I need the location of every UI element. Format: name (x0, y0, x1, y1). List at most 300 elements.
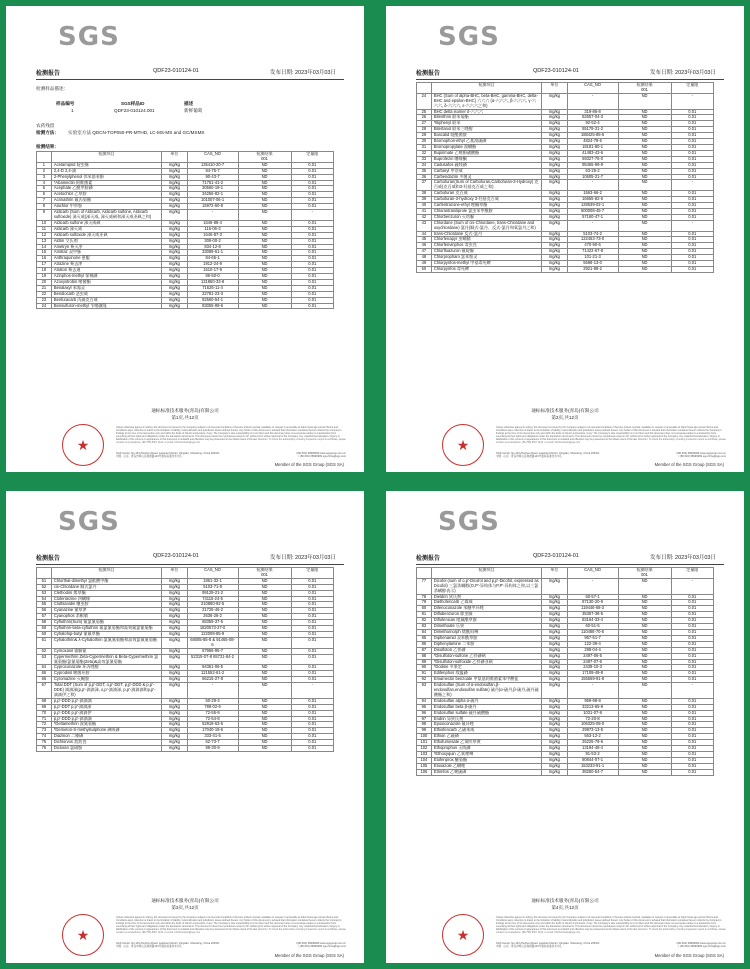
test-item: Cyanophos 杀螟腈 (51, 614, 161, 620)
unit: mg/kg (162, 637, 187, 648)
quantification-limit: 0.01 (291, 168, 333, 174)
result-value: ND (618, 121, 671, 127)
unit: mg/kg (542, 722, 567, 728)
test-item: Anthraquinone 蒽醌 (51, 256, 161, 262)
unit: mg/kg (542, 214, 567, 220)
report-header (36, 553, 350, 563)
test-item: Carbofuran-3-hydroxy 3-羟基克百威 (431, 197, 541, 203)
cas-number: 2439-10-3 (567, 665, 618, 671)
result-value: ND (618, 115, 671, 121)
quantification-limit: - (291, 210, 333, 221)
test-item: Atrazine 莠去津 (51, 262, 161, 268)
result-value: ND (238, 238, 291, 244)
row-number: 18 (37, 268, 52, 274)
cas-number: 106325-08-0 (567, 722, 618, 728)
column-header-limit: 定量限 (291, 568, 333, 579)
quantification-limit: 0.01 (671, 612, 713, 618)
test-item: p,p'-DDT p,p'-滴滴涕 (51, 704, 161, 710)
table-row (417, 93, 714, 109)
row-number: 93 (417, 683, 432, 699)
result-value: ND (618, 150, 671, 156)
report-page-2 (386, 6, 744, 472)
result-value: ND (238, 677, 291, 683)
cas-number: 57966-95-7 (187, 648, 238, 654)
cas-number: 298-04-4 (567, 647, 618, 653)
unit: mg/kg (162, 274, 187, 280)
cas-number: 60-51-5 (567, 624, 618, 630)
result-value: ND (238, 162, 291, 168)
result-value: ND (238, 192, 291, 198)
result-value: ND (618, 763, 671, 769)
test-item: Ethofumesate 乙氧呋草黄 (431, 740, 541, 746)
row-number: 57 (37, 614, 52, 620)
row-number: 43 (417, 220, 432, 231)
quantification-limit: 0.01 (671, 746, 713, 752)
result-value: ND (238, 631, 291, 637)
result-value: ND (618, 752, 671, 758)
unit: mg/kg (542, 139, 567, 145)
unit: mg/kg (162, 232, 187, 238)
quantification-limit: 0.01 (671, 624, 713, 630)
quantification-limit: 0.01 (291, 303, 333, 309)
company-seal (62, 914, 104, 956)
test-item: Acephate 乙酰甲胺磷 (51, 186, 161, 192)
test-item: cis-Chlordane 顺式氯丹 (51, 584, 161, 590)
row-number: 69 (37, 704, 52, 710)
result-value: ND (618, 594, 671, 600)
cas-number: 122008-85-9 (187, 631, 238, 637)
result-value: ND (618, 191, 671, 197)
quantification-limit: - (671, 578, 713, 594)
unit: mg/kg (162, 244, 187, 250)
result-value: ND (618, 704, 671, 710)
row-number: 83 (417, 624, 432, 630)
result-value: ND (618, 214, 671, 220)
table-row (417, 220, 714, 231)
quantification-limit: 0.01 (291, 728, 333, 734)
column-header-item: 检测项目 (431, 83, 541, 94)
row-number: 40 (417, 203, 432, 209)
test-item: 2-Phenylphenol 邻苯基苯酚 (51, 174, 161, 180)
unit: mg/kg (542, 144, 567, 150)
row-number: 51 (37, 578, 52, 584)
unit: mg/kg (542, 231, 567, 237)
test-item: Boscalid 啶酰菌胺 (431, 133, 541, 139)
table-row (37, 637, 334, 648)
row-number: 99 (417, 728, 432, 734)
table-header-row (37, 568, 334, 579)
cas-number: 563-12-2 (567, 734, 618, 740)
row-number: 101 (417, 740, 432, 746)
test-item: Diethofencarb 乙霉威 (431, 600, 541, 606)
company-name: 通标标准技术服务(青岛)有限公司 (531, 408, 599, 413)
unit: mg/kg (542, 606, 567, 612)
cas-number: 1861-32-1 (187, 578, 238, 584)
member-text: Member of the SGS Group (SGS SA) (654, 953, 724, 958)
test-item: Dichlorvos 敌敌畏 (51, 740, 161, 746)
result-value: ND (618, 740, 671, 746)
cas-number: 90-43-7 (187, 174, 238, 180)
test-item: Etofenprox 醚菊酯 (431, 757, 541, 763)
contact-1: t (86-532) 68999999 www.sgsgroup.com.cn (295, 452, 346, 455)
row-number: 4 (37, 180, 52, 186)
quantification-limit: 0.01 (291, 704, 333, 710)
result-value: ND (618, 647, 671, 653)
test-item: Etrimfos 乙嘧硫磷 (431, 769, 541, 775)
result-value: ND (238, 671, 291, 677)
result-value: ND (618, 665, 671, 671)
test-item: Carbendazim 多菌灵 (431, 174, 541, 180)
result-value: ND (238, 279, 291, 285)
company-seal (62, 424, 104, 466)
test-item: Cymoxanil 霜脲氰 (51, 648, 161, 654)
page-number: 第3页,共12页 (171, 905, 199, 910)
report-title: 检测报告 (36, 556, 61, 562)
unit: mg/kg (162, 220, 187, 226)
test-item: *Abamectin 阿维菌素 (51, 180, 161, 186)
test-item: Bifenthrin 联苯菊酯 (431, 115, 541, 121)
unit: mg/kg (542, 704, 567, 710)
row-number: 82 (417, 618, 432, 624)
unit: mg/kg (542, 710, 567, 716)
result-sample-no: 001 (261, 571, 268, 577)
unit: mg/kg (542, 197, 567, 203)
row-number: 16 (37, 256, 52, 262)
row-number: 38 (417, 191, 432, 197)
page-number: 第4页,共12页 (551, 905, 579, 910)
unit: mg/kg (542, 757, 567, 763)
unit: mg/kg (542, 629, 567, 635)
test-item: Carbofuran 克百威 (431, 191, 541, 197)
test-item: Chlorfenapyr 虫螨腈 (431, 237, 541, 243)
unit: mg/kg (162, 262, 187, 268)
result-value: ND (238, 297, 291, 303)
quantification-limit: 0.01 (671, 249, 713, 255)
row-number: 96 (417, 710, 432, 716)
quantification-limit: 0.01 (291, 614, 333, 620)
row-number: 97 (417, 716, 432, 722)
report-title: 检测报告 (416, 71, 441, 77)
cas-number: 34256-82-1 (187, 192, 238, 198)
cas-number: 95465-99-9 (567, 162, 618, 168)
cas-number: 17109-49-8 (567, 671, 618, 677)
result-value: ND (238, 698, 291, 704)
quantification-limit: 0.01 (291, 665, 333, 671)
row-number: 106 (417, 769, 432, 775)
method-section: 农药残留 (36, 123, 55, 128)
result-col-label: 检测结果 (256, 151, 273, 156)
row-number: 102 (417, 746, 432, 752)
quantification-limit: 0.01 (671, 208, 713, 214)
cas-number: 71422-67-8 (567, 249, 618, 255)
divider (36, 564, 344, 565)
result-value: ND (238, 734, 291, 740)
quantification-limit: 0.01 (671, 710, 713, 716)
test-item: Chlorantraniliprole 氯虫苯甲酰胺 (431, 208, 541, 214)
quantification-limit: 0.01 (291, 180, 333, 186)
quantification-limit: - (671, 180, 713, 191)
row-number: 24 (417, 93, 432, 109)
test-item: Cadusafos 硫线磷 (431, 162, 541, 168)
quantification-limit: 0.01 (291, 262, 333, 268)
test-item: Endosulfan alpha α-硫丹 (431, 698, 541, 704)
test-item: Dimethoate 乐果 (431, 624, 541, 630)
quantification-limit: 0.01 (291, 226, 333, 232)
test-item: Endosulfan (Sum of α-endosulfan,β-endosulfan,endosulfan sulfate) 硫丹(α-硫丹,β-硫丹,硫丹硫酸酯之和) (431, 683, 541, 699)
result-value: ND (238, 268, 291, 274)
quantification-limit: 0.01 (671, 231, 713, 237)
cas-number: 16655-82-6 (567, 197, 618, 203)
row-number: 11 (37, 226, 52, 232)
cas-number: 80844-07-1 (567, 757, 618, 763)
quantification-limit: 0.01 (291, 285, 333, 291)
table-row (417, 267, 714, 273)
unit: mg/kg (162, 285, 187, 291)
unit: mg/kg (542, 677, 567, 683)
cas-number: 1646-87-3 (187, 232, 238, 238)
report-page-3 (6, 491, 364, 963)
test-item: Bupirimate 乙嘧酚磺酸酯 (431, 150, 541, 156)
test-item: *Deltamethrin 溴氰菊酯 (51, 722, 161, 728)
result-value: ND (618, 203, 671, 209)
test-item: *Dodine 多果定 (431, 665, 541, 671)
cas-number: 38260-54-7 (567, 769, 618, 775)
row-number: 44 (417, 231, 432, 237)
cas-number: 69327-76-0 (567, 156, 618, 162)
report-date: 发布日期: 2023年03月03日 (649, 70, 716, 76)
result-value: ND (238, 220, 291, 226)
quantification-limit: 0.01 (671, 677, 713, 683)
cas-number: 35367-38-5 (567, 612, 618, 618)
unit: mg/kg (162, 648, 187, 654)
address-block (496, 452, 726, 462)
address-en: SGS Center, No.143 Zhuzhou Road, Laoshan District, Qingdao, Shandong, China 266101 (116, 942, 220, 945)
table-row (37, 746, 334, 752)
result-value: ND (618, 197, 671, 203)
seal-star-icon: ★ (456, 436, 470, 453)
sample-no: 1 (71, 108, 74, 113)
quantification-limit: - (671, 683, 713, 699)
result-value: ND (238, 285, 291, 291)
quantification-limit: 0.01 (671, 115, 713, 121)
quantification-limit: 0.01 (291, 620, 333, 626)
test-item: *Demeton-S-methylsulphone 砜吸磷 (51, 728, 161, 734)
contact-2: t (86-532) 68999999 sgs.china@sgs.com (298, 945, 346, 949)
unit: mg/kg (542, 665, 567, 671)
test-item: 2,4-D 2,4-滴 (51, 168, 161, 174)
contact-1: t (86-532) 68999999 www.sgsgroup.com.cn (295, 942, 346, 945)
result-value: ND (618, 139, 671, 145)
method-label: 检测方法： (36, 130, 59, 135)
quantification-limit: 0.01 (671, 255, 713, 261)
result-value: ND (238, 198, 291, 204)
terms-text: Unless otherwise agreed in writing, this document is issued by the Company subject to its General Conditions of Service printed overleaf, available on request or accessible at https://www.sgs.com/en/Terms-and-Conditions.aspx. Attention is drawn to the limitation of liability, indemnification and jurisdiction issues defined therein. Any holder of this document is advised that information contained hereon reflects the Company's findings at the time of its intervention only and within the limits of Client's instructions, if any. The Company's sole responsibility is to its Client and this document does not exonerate parties to a transaction from exercising all their rights and obligations under the transaction documents. This document cannot be reproduced except in full, without prior written approval of the Company. Any unauthorized alteration, forgery or falsification of the content or appearance of this document is unlawful and offenders may be prosecuted to the fullest extent of the law. (496, 426, 722, 441)
report-number: QDF23-010124-01 (533, 553, 579, 559)
table-row (417, 683, 714, 699)
quantification-limit: 0.01 (671, 197, 713, 203)
quantification-limit: 0.01 (291, 198, 333, 204)
result-value: ND (238, 626, 291, 632)
result-value: ND (618, 710, 671, 716)
row-number: 42 (417, 214, 432, 220)
method-text: 实验室方法 QDCN-TOP050-PR-MTHD, LC-MS-MS and GC/MSMS (68, 130, 205, 135)
quantification-limit: 0.01 (671, 150, 713, 156)
cas-number: 500008-45-7 (567, 208, 618, 214)
unit: mg/kg (162, 722, 187, 728)
fine-print (116, 426, 346, 450)
row-number: 56 (37, 608, 52, 614)
unit: mg/kg (542, 635, 567, 641)
column-header-no (417, 83, 432, 94)
result-value: ND (618, 220, 671, 231)
cas-number: 188425-85-6 (567, 133, 618, 139)
sample-id: QDF23-010124.001 (114, 108, 155, 113)
test-item: Bitertanol 联苯三唑醇 (431, 127, 541, 133)
quantification-limit: 0.01 (291, 279, 333, 285)
quantification-limit: 0.01 (671, 203, 713, 209)
test-item: Cyhalothrin& λ-Cyhalothrin 氯氟氰菊酯和高效氯氟氰菊酯 (51, 637, 161, 648)
row-number: 41 (417, 208, 432, 214)
column-header-cas: CAS_NO (567, 568, 618, 579)
table-row (37, 303, 334, 309)
quantification-limit: 0.01 (671, 139, 713, 145)
column-header-item: 检测项目 (51, 568, 161, 579)
unit: mg/kg (542, 121, 567, 127)
cas-number: 92-52-4 (567, 121, 618, 127)
sample-header-desc: 描述 (184, 101, 194, 106)
result-value: ND (238, 602, 291, 608)
quantification-limit: 0.01 (291, 671, 333, 677)
unit: mg/kg (542, 728, 567, 734)
test-item: Chlorpropham 氯苯胺灵 (431, 255, 541, 261)
row-number: 15 (37, 250, 52, 256)
fine-print (496, 916, 726, 940)
test-item: *Disulfoton-sulfone 乙拌磷砜 (431, 653, 541, 659)
report-page-4 (386, 491, 744, 963)
result-value: ND (618, 578, 671, 594)
quantification-limit: - (671, 220, 713, 231)
row-number: 3 (37, 174, 52, 180)
column-header-result (238, 568, 291, 579)
quantification-limit: 0.01 (671, 237, 713, 243)
quantification-limit: 0.01 (671, 144, 713, 150)
quantification-limit: 0.01 (291, 710, 333, 716)
test-item: Cypermethrin Zeta-Cypermethrin & Beta-Cypermethrin 氯氰菊酯/氯氰菊酯(Zeta)&高效氯氰菊酯 (51, 654, 161, 665)
quantification-limit: 0.01 (671, 734, 713, 740)
terms-text: Unless otherwise agreed in writing, this document is issued by the Company subject to its General Conditions of Service printed overleaf, available on request or accessible at https://www.sgs.com/en/Terms-and-Conditions.aspx. Attention is drawn to the limitation of liability, indemnification and jurisdiction issues defined therein. Any holder of this document is advised that information contained hereon reflects the Company's findings at the time of its intervention only and within the limits of Client's instructions, if any. The Company's sole responsibility is to its Client and this document does not exonerate parties to a transaction from exercising all their rights and obligations under the transaction documents. This document cannot be reproduced except in full, without prior written approval of the Company. Any unauthorized alteration, forgery or falsification of the content or appearance of this document is unlawful and offenders may be prosecuted to the fullest extent of the law. (116, 916, 342, 931)
unit: mg/kg (162, 614, 187, 620)
cas-number: 121552-61-2 (187, 671, 238, 677)
test-item: Cyfluthrin(Sum) 氟氯氰菊酯 (51, 620, 161, 626)
quantification-limit: 0.01 (671, 594, 713, 600)
quantification-limit: 0.01 (291, 162, 333, 168)
result-value: ND (238, 180, 291, 186)
unit: mg/kg (162, 250, 187, 256)
company-name: 通标标准技术服务(青岛)有限公司 (531, 898, 599, 903)
result-table (416, 82, 714, 273)
quantification-limit: 0.01 (671, 653, 713, 659)
test-item: Acetochlor 乙草胺 (51, 192, 161, 198)
result-value: ND (618, 677, 671, 683)
test-item: Chlorthal-dimethyl 氯酞酸甲酯 (51, 578, 161, 584)
result-value: ND (238, 262, 291, 268)
unit: mg/kg (542, 180, 567, 191)
unit: mg/kg (542, 763, 567, 769)
unit: mg/kg (162, 596, 187, 602)
cas-number: 309-00-2 (187, 238, 238, 244)
cas-number: 83055-99-6 (187, 303, 238, 309)
quantification-limit: 0.01 (291, 637, 333, 648)
test-item: p,p'-DDE p,p'-滴滴伊 (51, 710, 161, 716)
address-en: SGS Center, No.143 Zhuzhou Road, Laoshan District, Qingdao, Shandong, China 266101 (116, 452, 220, 455)
unit: mg/kg (162, 620, 187, 626)
quantification-limit: 0.01 (291, 238, 333, 244)
result-value: ND (618, 243, 671, 249)
result-value: ND (238, 232, 291, 238)
cas-number: 834-12-8 (187, 244, 238, 250)
result-value: ND (618, 168, 671, 174)
quantification-limit: 0.01 (291, 740, 333, 746)
quantification-limit: 0.01 (671, 174, 713, 180)
quantification-limit: 0.01 (291, 291, 333, 297)
sample-section-label: 检测样品描述： (36, 86, 69, 91)
unit: mg/kg (162, 671, 187, 677)
company-seal (442, 914, 484, 956)
unit: mg/kg (542, 716, 567, 722)
cas-number: - (567, 683, 618, 699)
cas-number: 41483-43-6 (567, 150, 618, 156)
result-value: ND (618, 746, 671, 752)
cas-number: 116-06-3 (187, 226, 238, 232)
result-value: ND (618, 109, 671, 115)
quantification-limit: 0.01 (671, 671, 713, 677)
cas-number: 210880-92-5 (187, 602, 238, 608)
unit: mg/kg (162, 180, 187, 186)
column-header-no (417, 568, 432, 579)
cas-number: 99129-21-2 (187, 590, 238, 596)
test-item: p,p'-DDD p,p'-滴滴滴 (51, 716, 161, 722)
member-text: Member of the SGS Group (SGS SA) (274, 953, 344, 958)
test-item: Epoxiconazole 氟环唑 (431, 722, 541, 728)
cas-number: 1563-66-2 (567, 191, 618, 197)
address-cn: 中国 · 山东 · 青岛市崂山区株洲路143号通标标准技术中心 (496, 455, 563, 459)
quantification-limit: 0.01 (671, 763, 713, 769)
cas-number: 4824-78-6 (567, 139, 618, 145)
result-value: ND (618, 156, 671, 162)
result-value: ND (238, 226, 291, 232)
cas-number: - (567, 578, 618, 594)
cas-number: 10605-21-7 (567, 174, 618, 180)
row-number: 85 (417, 635, 432, 641)
quantification-limit: 0.01 (671, 698, 713, 704)
result-value: ND (238, 728, 291, 734)
cas-number: 29973-13-5 (567, 728, 618, 734)
result-value: ND (238, 608, 291, 614)
unit: mg/kg (542, 624, 567, 630)
column-header-unit: 单位 (162, 568, 187, 579)
result-value: ND (238, 168, 291, 174)
cas-number: 94361-06-5 (187, 665, 238, 671)
result-value: ND (238, 710, 291, 716)
unit: mg/kg (542, 208, 567, 214)
cas-number: 30560-19-1 (187, 186, 238, 192)
quantification-limit: 0.01 (291, 186, 333, 192)
report-header (36, 68, 350, 78)
column-header-unit: 单位 (542, 83, 567, 94)
row-number: 27 (417, 121, 432, 127)
test-item: Chlorpyrifos 毒死蜱 (431, 267, 541, 273)
test-item: Carfentrazone-ethyl 唑酮草酯 (431, 203, 541, 209)
